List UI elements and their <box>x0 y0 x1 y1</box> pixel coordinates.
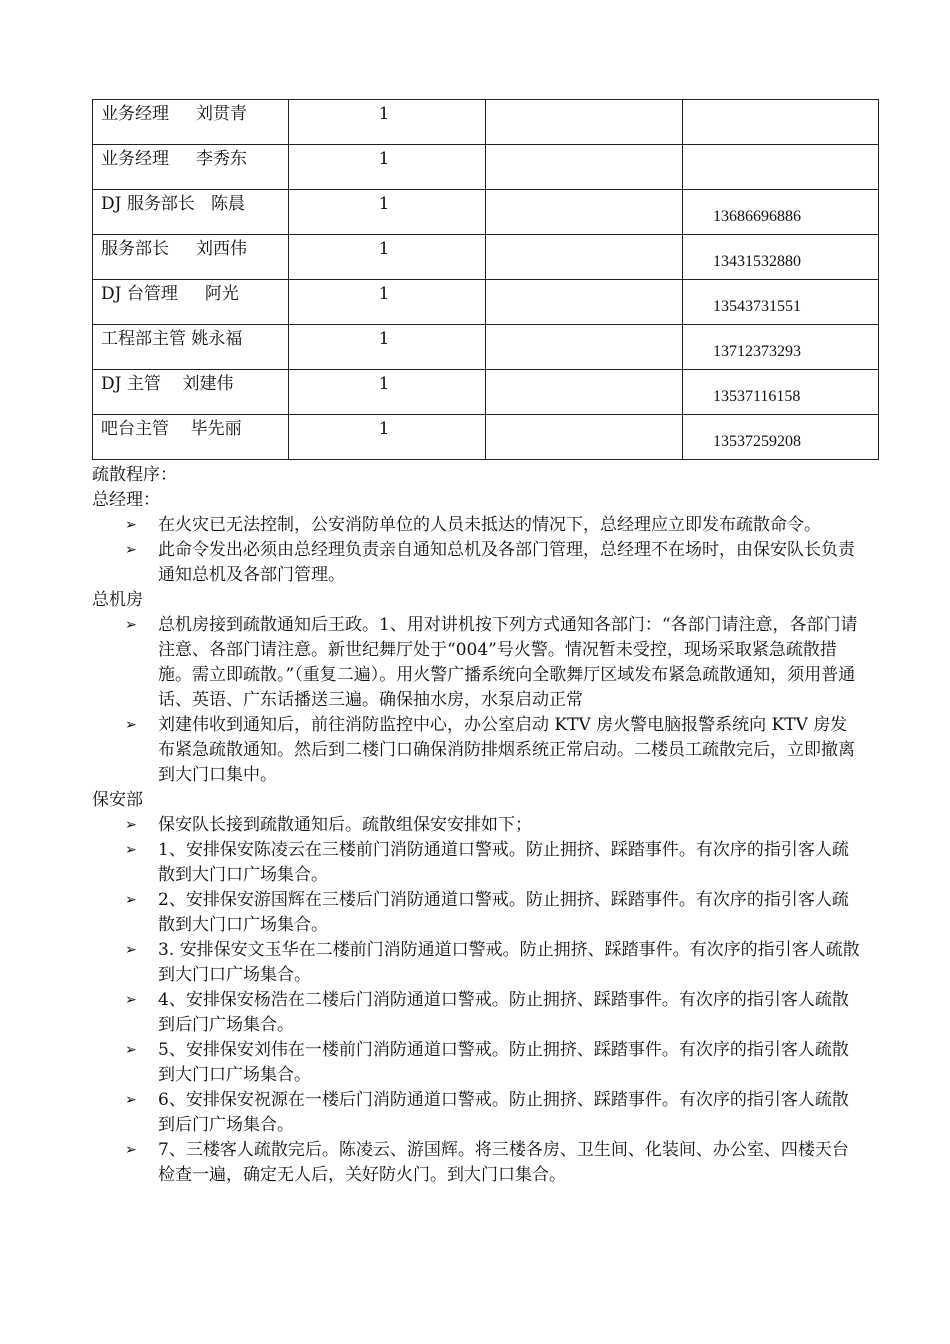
quantity-cell <box>289 100 486 145</box>
phone-cell <box>683 235 879 280</box>
role-cell <box>93 235 289 280</box>
arrow-bullet-icon: ➢ <box>125 992 137 1008</box>
list-item: ➢ 3. 安排保安文玉华在二楼前门消防通道口警戒。防止拥挤、踩踏事件。有次序的指引客人疏散到大门口广场集合。 <box>125 940 860 985</box>
quantity-value: 1 <box>378 284 390 304</box>
quantity-cell <box>289 190 486 235</box>
role-name: DJ 主管 刘建伟 <box>101 374 234 394</box>
blank-cell <box>486 280 683 325</box>
list-item: ➢ 7、三楼客人疏散完后。陈凌云、游国辉。将三楼各房、卫生间、化装间、办公室、四楼天台检查一遍，确定无人后，关好防火门。到大门口集合。 <box>125 1140 849 1185</box>
arrow-bullet-icon: ➢ <box>125 617 137 633</box>
quantity-value: 1 <box>378 419 390 439</box>
phone-number: 13537259208 <box>713 433 801 450</box>
quantity-value: 1 <box>378 329 390 349</box>
table-row <box>93 145 879 190</box>
table-row <box>93 415 879 460</box>
role-name: DJ 服务部长 陈晨 <box>101 194 246 214</box>
quantity-cell <box>289 145 486 190</box>
arrow-bullet-icon: ➢ <box>125 1092 137 1108</box>
role-cell <box>93 100 289 145</box>
quantity-value: 1 <box>378 374 390 394</box>
blank-cell <box>486 145 683 190</box>
evacuation-procedure <box>92 463 878 1188</box>
phone-cell <box>683 370 879 415</box>
phone-cell <box>683 415 879 460</box>
phone-number: 13537116158 <box>713 388 801 405</box>
role-name: DJ 台管理 阿光 <box>101 284 239 304</box>
quantity-cell <box>289 325 486 370</box>
section-heading-switchboard: 总机房 <box>92 590 143 610</box>
arrow-bullet-icon: ➢ <box>125 717 137 733</box>
list-item: ➢ 5、安排保安刘伟在一楼前门消防通道口警戒。防止拥挤、踩踏事件。有次序的指引客人疏散到大门口广场集合。 <box>125 1040 849 1085</box>
phone-cell <box>683 280 879 325</box>
staff-table-body <box>93 100 879 460</box>
table-row <box>93 235 879 280</box>
security-list <box>92 813 878 1188</box>
blank-cell <box>486 325 683 370</box>
quantity-cell <box>289 280 486 325</box>
quantity-value: 1 <box>378 239 390 259</box>
list-item: ➢ 2、安排保安游国辉在三楼后门消防通道口警戒。防止拥挤、踩踏事件。有次序的指引客人疏散到大门口广场集合。 <box>125 890 849 935</box>
arrow-bullet-icon: ➢ <box>125 942 137 958</box>
phone-number <box>683 100 878 117</box>
blank-cell <box>486 100 683 145</box>
document-page <box>92 99 878 1188</box>
phone-number: 13543731551 <box>713 298 801 315</box>
blank-cell <box>486 370 683 415</box>
quantity-cell <box>289 370 486 415</box>
arrow-bullet-icon: ➢ <box>125 842 137 858</box>
table-row <box>93 325 879 370</box>
phone-cell <box>683 145 879 190</box>
role-name: 业务经理 刘贯青 <box>101 104 248 124</box>
phone-number: 13431532880 <box>713 253 801 270</box>
role-cell <box>93 325 289 370</box>
list-item: ➢ 总机房接到疏散通知后王政。1、用对讲机按下列方式通知各部门：“各部门请注意，各部门请注意、各部门请注意。新世纪舞厅处于“004”号火警。情况暂未受控，现场采取紧急疏散措施。需立即疏散。”（重复二遍）。用火警广播系统向全歌舞厅区域发布紧急疏散通知，须用普通话、英语、广东话播送三遍。确保抽水房，水泵启动正常 <box>125 615 858 710</box>
role-name: 吧台主管 毕先丽 <box>101 419 242 439</box>
list-item: ➢ 在火灾已无法控制，公安消防单位的人员未抵达的情况下，总经理应立即发布疏散命令。 <box>125 513 878 538</box>
phone-cell <box>683 100 879 145</box>
section-heading-general-manager: 总经理： <box>92 490 160 510</box>
switchboard-list <box>92 613 878 788</box>
procedure-title: 疏散程序： <box>92 465 177 485</box>
list-item: ➢ 4、安排保安杨浩在二楼后门消防通道口警戒。防止拥挤、踩踏事件。有次序的指引客人疏散到后门广场集合。 <box>125 990 849 1035</box>
staff-table <box>92 99 879 460</box>
quantity-cell <box>289 415 486 460</box>
section-heading-security: 保安部 <box>92 790 143 810</box>
arrow-bullet-icon: ➢ <box>125 892 137 908</box>
table-row <box>93 370 879 415</box>
quantity-value: 1 <box>378 104 390 124</box>
role-cell <box>93 415 289 460</box>
phone-cell <box>683 325 879 370</box>
table-row <box>93 100 879 145</box>
phone-number: 13712373293 <box>713 343 801 360</box>
phone-number: 13686696886 <box>713 208 801 225</box>
quantity-value: 1 <box>378 149 390 169</box>
role-cell <box>93 190 289 235</box>
role-cell <box>93 145 289 190</box>
arrow-bullet-icon: ➢ <box>125 542 137 558</box>
phone-number <box>683 145 878 162</box>
role-name: 服务部长 刘西伟 <box>101 239 248 259</box>
list-item: ➢ 1、安排保安陈凌云在三楼前门消防通道口警戒。防止拥挤、踩踏事件。有次序的指引客人疏散到大门口广场集合。 <box>125 840 849 885</box>
role-name: 业务经理 李秀东 <box>101 149 248 169</box>
arrow-bullet-icon: ➢ <box>125 1042 137 1058</box>
general-manager-list <box>92 513 878 588</box>
table-row <box>93 190 879 235</box>
blank-cell <box>486 190 683 235</box>
role-cell <box>93 370 289 415</box>
arrow-bullet-icon: ➢ <box>125 1142 137 1158</box>
role-name: 工程部主管 姚永福 <box>101 329 243 349</box>
list-item: ➢ 此命令发出必须由总经理负责亲自通知总机及各部门管理，总经理不在场时，由保安队长负责通知总机及各部门管理。 <box>125 540 855 585</box>
arrow-bullet-icon: ➢ <box>125 517 137 533</box>
list-item: ➢ 6、安排保安祝源在一楼后门消防通道口警戒。防止拥挤、踩踏事件。有次序的指引客人疏散到后门广场集合。 <box>125 1090 849 1135</box>
arrow-bullet-icon: ➢ <box>125 817 137 833</box>
blank-cell <box>486 415 683 460</box>
blank-cell <box>486 235 683 280</box>
role-cell <box>93 280 289 325</box>
phone-cell <box>683 190 879 235</box>
list-item: ➢ 刘建伟收到通知后，前往消防监控中心，办公室启动 KTV 房火警电脑报警系统向 KTV 房发布紧急疏散通知。然后到二楼门口确保消防排烟系统正常启动。二楼员工疏散完后，立即撤离到大门口集中。 <box>125 715 855 785</box>
list-item: ➢ 保安队长接到疏散通知后。疏散组保安安排如下； <box>125 813 878 838</box>
table-row <box>93 280 879 325</box>
quantity-value: 1 <box>378 194 390 214</box>
quantity-cell <box>289 235 486 280</box>
